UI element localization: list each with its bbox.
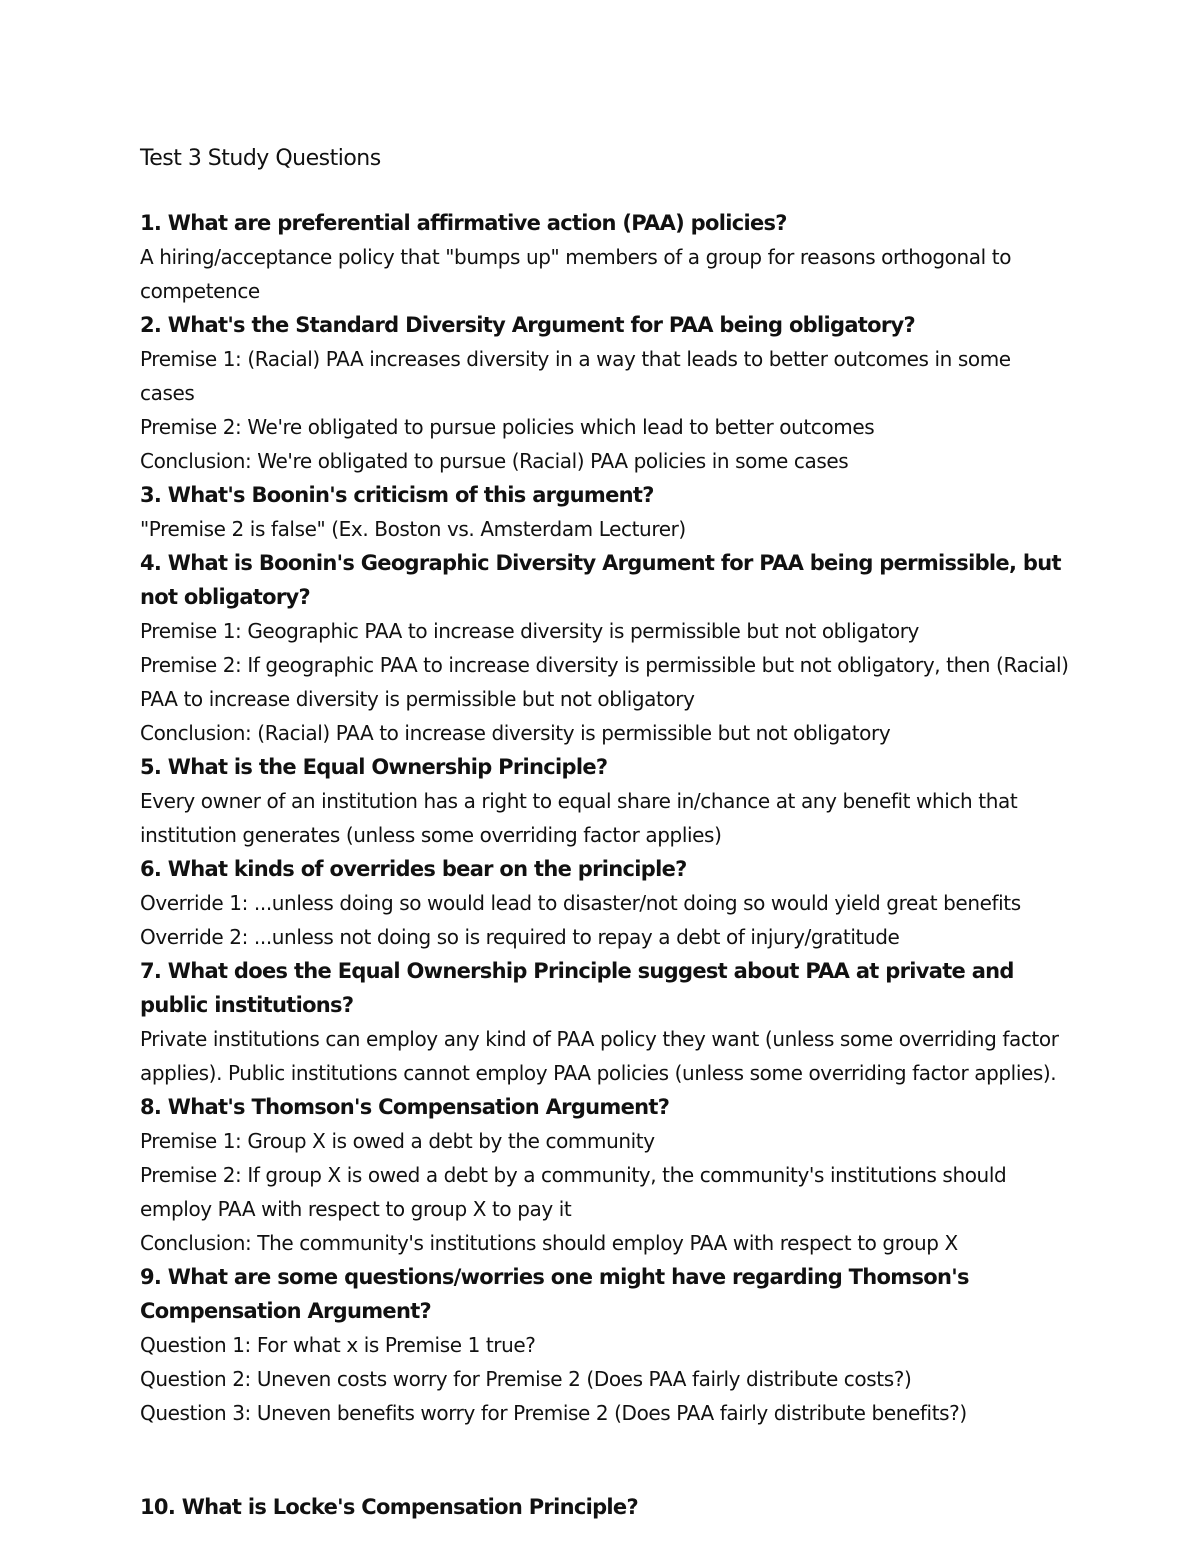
answer-line: Premise 2: We're obligated to pursue policies which lead to better outcomes xyxy=(140,415,875,439)
question-block xyxy=(140,478,1070,546)
answer-line: Premise 2: If group X is owed a debt by a community, the community's institutions should employ PAA with respect to group X to pay it xyxy=(140,1163,1007,1221)
question-block xyxy=(140,1090,1070,1260)
question-heading: 2. What's the Standard Diversity Argument for PAA being obligatory? xyxy=(140,313,915,337)
answer-line: Override 2: ...unless not doing so is required to repay a debt of injury/gratitude xyxy=(140,925,900,949)
answer-line: Private institutions can employ any kind of PAA policy they want (unless some overriding factor applies). Public institutions cannot employ PAA policies (unless some overriding factor applies). xyxy=(140,1027,1059,1085)
question-block xyxy=(140,546,1070,750)
answer-line: Every owner of an institution has a right to equal share in/chance at any benefit which that institution generates (unless some overriding factor applies) xyxy=(140,789,1018,847)
answer-line: Conclusion: (Racial) PAA to increase diversity is permissible but not obligatory xyxy=(140,721,891,745)
document-body xyxy=(140,142,1070,1524)
question-heading: 1. What are preferential affirmative action (PAA) policies? xyxy=(140,211,787,235)
answer-line: Override 1: ...unless doing so would lead to disaster/not doing so would yield great benefits xyxy=(140,891,1021,915)
question-heading: 10. What is Locke's Compensation Principle? xyxy=(140,1495,638,1519)
document-title: Test 3 Study Questions xyxy=(140,146,381,171)
question-block xyxy=(140,954,1070,1090)
question-heading: 3. What's Boonin's criticism of this argument? xyxy=(140,483,654,507)
question-heading: 8. What's Thomson's Compensation Argument? xyxy=(140,1095,670,1119)
question-heading: 6. What kinds of overrides bear on the principle? xyxy=(140,857,687,881)
question-heading: 9. What are some questions/worries one might have regarding Thomson's Compensation Argument? xyxy=(140,1265,969,1323)
answer-line: Question 1: For what x is Premise 1 true? xyxy=(140,1333,536,1357)
question-heading: 5. What is the Equal Ownership Principle? xyxy=(140,755,608,779)
answer-line: Premise 2: If geographic PAA to increase diversity is permissible but not obligatory, then (Racial) PAA to increase diversity is permissible but not obligatory xyxy=(140,653,1069,711)
question-heading: 4. What is Boonin's Geographic Diversity Argument for PAA being permissible, but not obligatory? xyxy=(140,551,1061,609)
answer-line: Premise 1: (Racial) PAA increases diversity in a way that leads to better outcomes in some cases xyxy=(140,347,1011,405)
question-list xyxy=(140,206,1070,1524)
answer-line: "Premise 2 is false" (Ex. Boston vs. Amsterdam Lecturer) xyxy=(140,517,686,541)
answer-line: Premise 1: Group X is owed a debt by the community xyxy=(140,1129,655,1153)
question-block xyxy=(140,1260,1070,1430)
question-heading: 7. What does the Equal Ownership Principle suggest about PAA at private and public institutions? xyxy=(140,959,1014,1017)
answer-line: Question 3: Uneven benefits worry for Premise 2 (Does PAA fairly distribute benefits?) xyxy=(140,1401,967,1425)
answer-line: Question 2: Uneven costs worry for Premise 2 (Does PAA fairly distribute costs?) xyxy=(140,1367,912,1391)
question-block xyxy=(140,1490,1070,1524)
question-block xyxy=(140,750,1070,852)
question-block xyxy=(140,206,1070,308)
answer-line: A hiring/acceptance policy that "bumps up" members of a group for reasons orthogonal to competence xyxy=(140,245,1012,303)
answer-line: Conclusion: The community's institutions should employ PAA with respect to group X xyxy=(140,1231,958,1255)
answer-line: Conclusion: We're obligated to pursue (Racial) PAA policies in some cases xyxy=(140,449,849,473)
question-block xyxy=(140,308,1070,478)
answer-line: Premise 1: Geographic PAA to increase diversity is permissible but not obligatory xyxy=(140,619,919,643)
question-block xyxy=(140,852,1070,954)
